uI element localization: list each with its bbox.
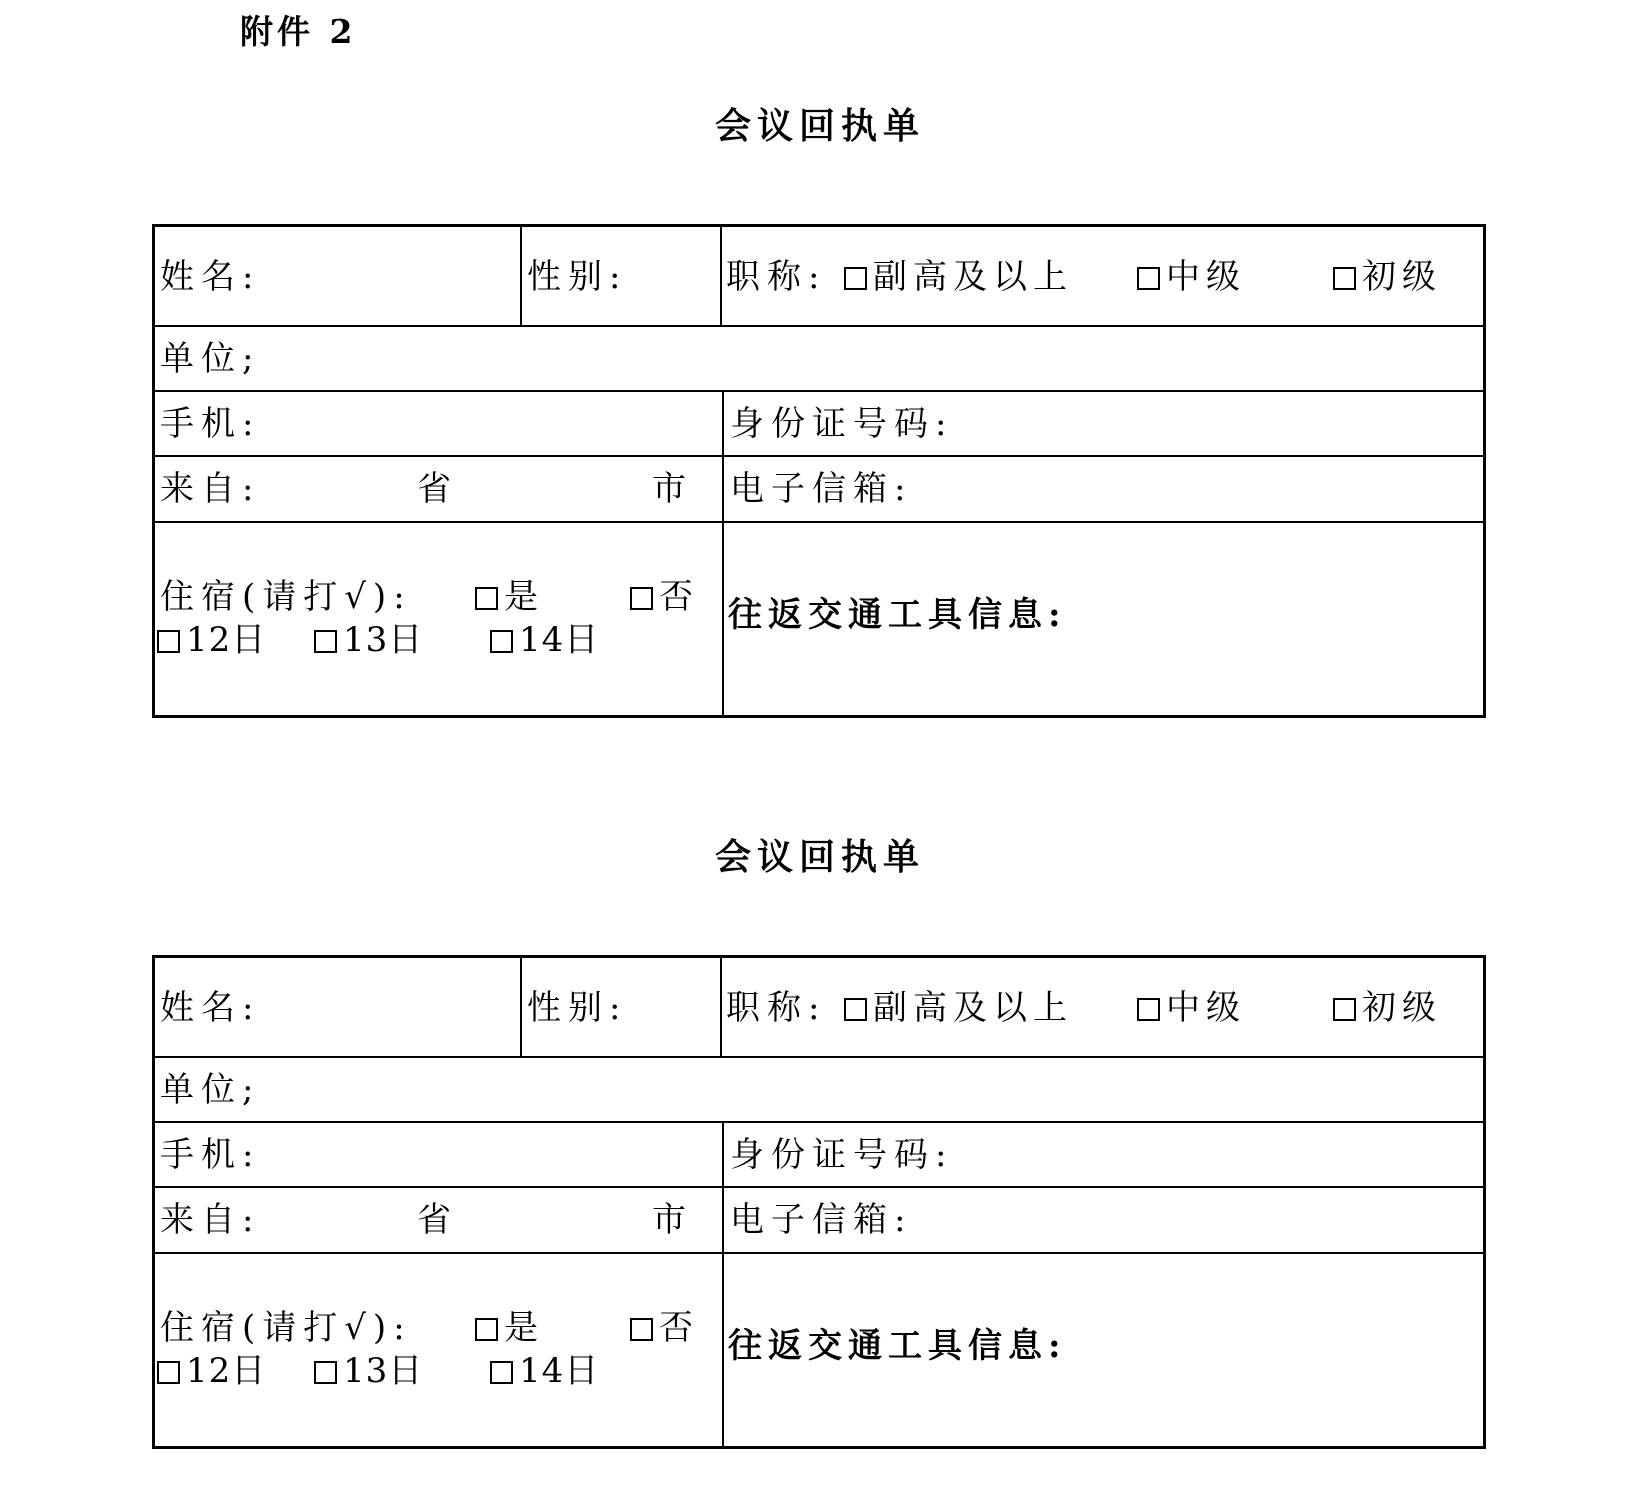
- lodging-yes-label: 是: [504, 577, 544, 617]
- province-label: 省: [417, 469, 458, 509]
- city-label: 市: [652, 469, 693, 509]
- checkbox-icon[interactable]: [490, 630, 513, 653]
- row-lodging-transport: [155, 523, 1483, 715]
- rank-label: 职称:: [726, 988, 827, 1028]
- mobile-cell[interactable]: [155, 392, 722, 455]
- province-label: 省: [417, 1200, 458, 1240]
- checkbox-icon[interactable]: [157, 1361, 180, 1384]
- checkbox-icon[interactable]: [490, 1361, 513, 1384]
- rank-option-senior[interactable]: [844, 988, 1073, 1028]
- checkbox-icon[interactable]: [844, 998, 867, 1021]
- lodging-no-label: 否: [659, 577, 699, 617]
- city-label: 市: [652, 1200, 693, 1240]
- email-label: 电子信箱:: [730, 1200, 913, 1240]
- checkbox-icon[interactable]: [1333, 998, 1356, 1021]
- date-label: 12日: [186, 620, 267, 660]
- date-label: 13日: [343, 620, 424, 660]
- from-label: 来自:: [160, 469, 261, 509]
- checkbox-icon[interactable]: [314, 1361, 337, 1384]
- name-cell[interactable]: [155, 227, 520, 325]
- email-cell[interactable]: [722, 457, 1483, 521]
- rank-label: 职称:: [726, 257, 827, 297]
- gender-label: 性别:: [527, 257, 628, 297]
- mobile-cell[interactable]: [155, 1123, 722, 1186]
- gender-cell[interactable]: [520, 227, 720, 325]
- rank-option-label: 初级: [1362, 257, 1442, 297]
- rank-option-intermediate[interactable]: [1137, 988, 1246, 1028]
- id-cell[interactable]: [722, 1123, 1483, 1186]
- id-number-label: 身份证号码:: [730, 1135, 954, 1175]
- form-title: 会议回执单: [714, 105, 925, 147]
- row-name-gender-rank: [155, 958, 1483, 1058]
- receipt-form-table: [152, 955, 1486, 1449]
- row-from-email: [155, 457, 1483, 523]
- rank-option-junior[interactable]: [1333, 988, 1442, 1028]
- row-lodging-transport: [155, 1254, 1483, 1446]
- rank-option-label: 中级: [1166, 988, 1246, 1028]
- checkbox-icon[interactable]: [157, 630, 180, 653]
- checkbox-icon[interactable]: [1137, 267, 1160, 290]
- date-label: 13日: [343, 1351, 424, 1391]
- date-option-13[interactable]: [314, 1351, 423, 1391]
- email-cell[interactable]: [722, 1188, 1483, 1252]
- date-option-13[interactable]: [314, 620, 423, 660]
- id-cell[interactable]: [722, 392, 1483, 455]
- name-cell[interactable]: [155, 958, 520, 1056]
- row-unit[interactable]: [155, 1058, 1483, 1123]
- mobile-label: 手机:: [160, 404, 261, 444]
- row-name-gender-rank: [155, 227, 1483, 327]
- transport-cell[interactable]: [722, 1254, 1483, 1446]
- row-unit[interactable]: [155, 327, 1483, 392]
- rank-option-label: 中级: [1166, 257, 1246, 297]
- lodging-label: 住宿(请打√):: [160, 1308, 412, 1348]
- rank-cell: [720, 227, 1483, 325]
- transport-label: 往返交通工具信息:: [728, 1326, 1067, 1366]
- row-mobile-id: [155, 1123, 1483, 1188]
- checkbox-icon[interactable]: [1333, 267, 1356, 290]
- rank-option-label: 副高及以上: [873, 257, 1073, 297]
- from-cell[interactable]: [155, 457, 722, 521]
- mobile-label: 手机:: [160, 1135, 261, 1175]
- lodging-yes-option[interactable]: [475, 577, 544, 617]
- checkbox-icon[interactable]: [630, 587, 653, 610]
- lodging-no-option[interactable]: [630, 1308, 699, 1348]
- lodging-yes-option[interactable]: [475, 1308, 544, 1348]
- checkbox-icon[interactable]: [630, 1318, 653, 1341]
- checkbox-icon[interactable]: [1137, 998, 1160, 1021]
- rank-option-label: 初级: [1362, 988, 1442, 1028]
- row-mobile-id: [155, 392, 1483, 457]
- id-number-label: 身份证号码:: [730, 404, 954, 444]
- lodging-no-option[interactable]: [630, 577, 699, 617]
- checkbox-icon[interactable]: [314, 630, 337, 653]
- rank-option-junior[interactable]: [1333, 257, 1442, 297]
- checkbox-icon[interactable]: [475, 587, 498, 610]
- date-option-12[interactable]: [157, 1351, 266, 1391]
- date-option-14[interactable]: [490, 1351, 599, 1391]
- email-label: 电子信箱:: [730, 469, 913, 509]
- lodging-cell: [155, 523, 722, 715]
- rank-option-intermediate[interactable]: [1137, 257, 1246, 297]
- gender-label: 性别:: [527, 988, 628, 1028]
- lodging-label: 住宿(请打√):: [160, 577, 412, 617]
- date-option-14[interactable]: [490, 620, 599, 660]
- form-title: 会议回执单: [714, 836, 925, 878]
- receipt-form-table: [152, 224, 1486, 718]
- lodging-no-label: 否: [659, 1308, 699, 1348]
- row-from-email: [155, 1188, 1483, 1254]
- date-label: 14日: [519, 1351, 600, 1391]
- name-label: 姓名:: [160, 257, 261, 297]
- gender-cell[interactable]: [520, 958, 720, 1056]
- date-option-12[interactable]: [157, 620, 266, 660]
- attachment-label: 附件 2: [240, 12, 357, 51]
- unit-label: 单位;: [160, 1070, 261, 1110]
- from-cell[interactable]: [155, 1188, 722, 1252]
- transport-label: 往返交通工具信息:: [728, 595, 1067, 635]
- rank-cell: [720, 958, 1483, 1056]
- lodging-yes-label: 是: [504, 1308, 544, 1348]
- checkbox-icon[interactable]: [475, 1318, 498, 1341]
- lodging-cell: [155, 1254, 722, 1446]
- date-label: 12日: [186, 1351, 267, 1391]
- unit-label: 单位;: [160, 339, 261, 379]
- from-label: 来自:: [160, 1200, 261, 1240]
- rank-option-senior[interactable]: [844, 257, 1073, 297]
- date-label: 14日: [519, 620, 600, 660]
- transport-cell[interactable]: [722, 523, 1483, 715]
- checkbox-icon[interactable]: [844, 267, 867, 290]
- name-label: 姓名:: [160, 988, 261, 1028]
- rank-option-label: 副高及以上: [873, 988, 1073, 1028]
